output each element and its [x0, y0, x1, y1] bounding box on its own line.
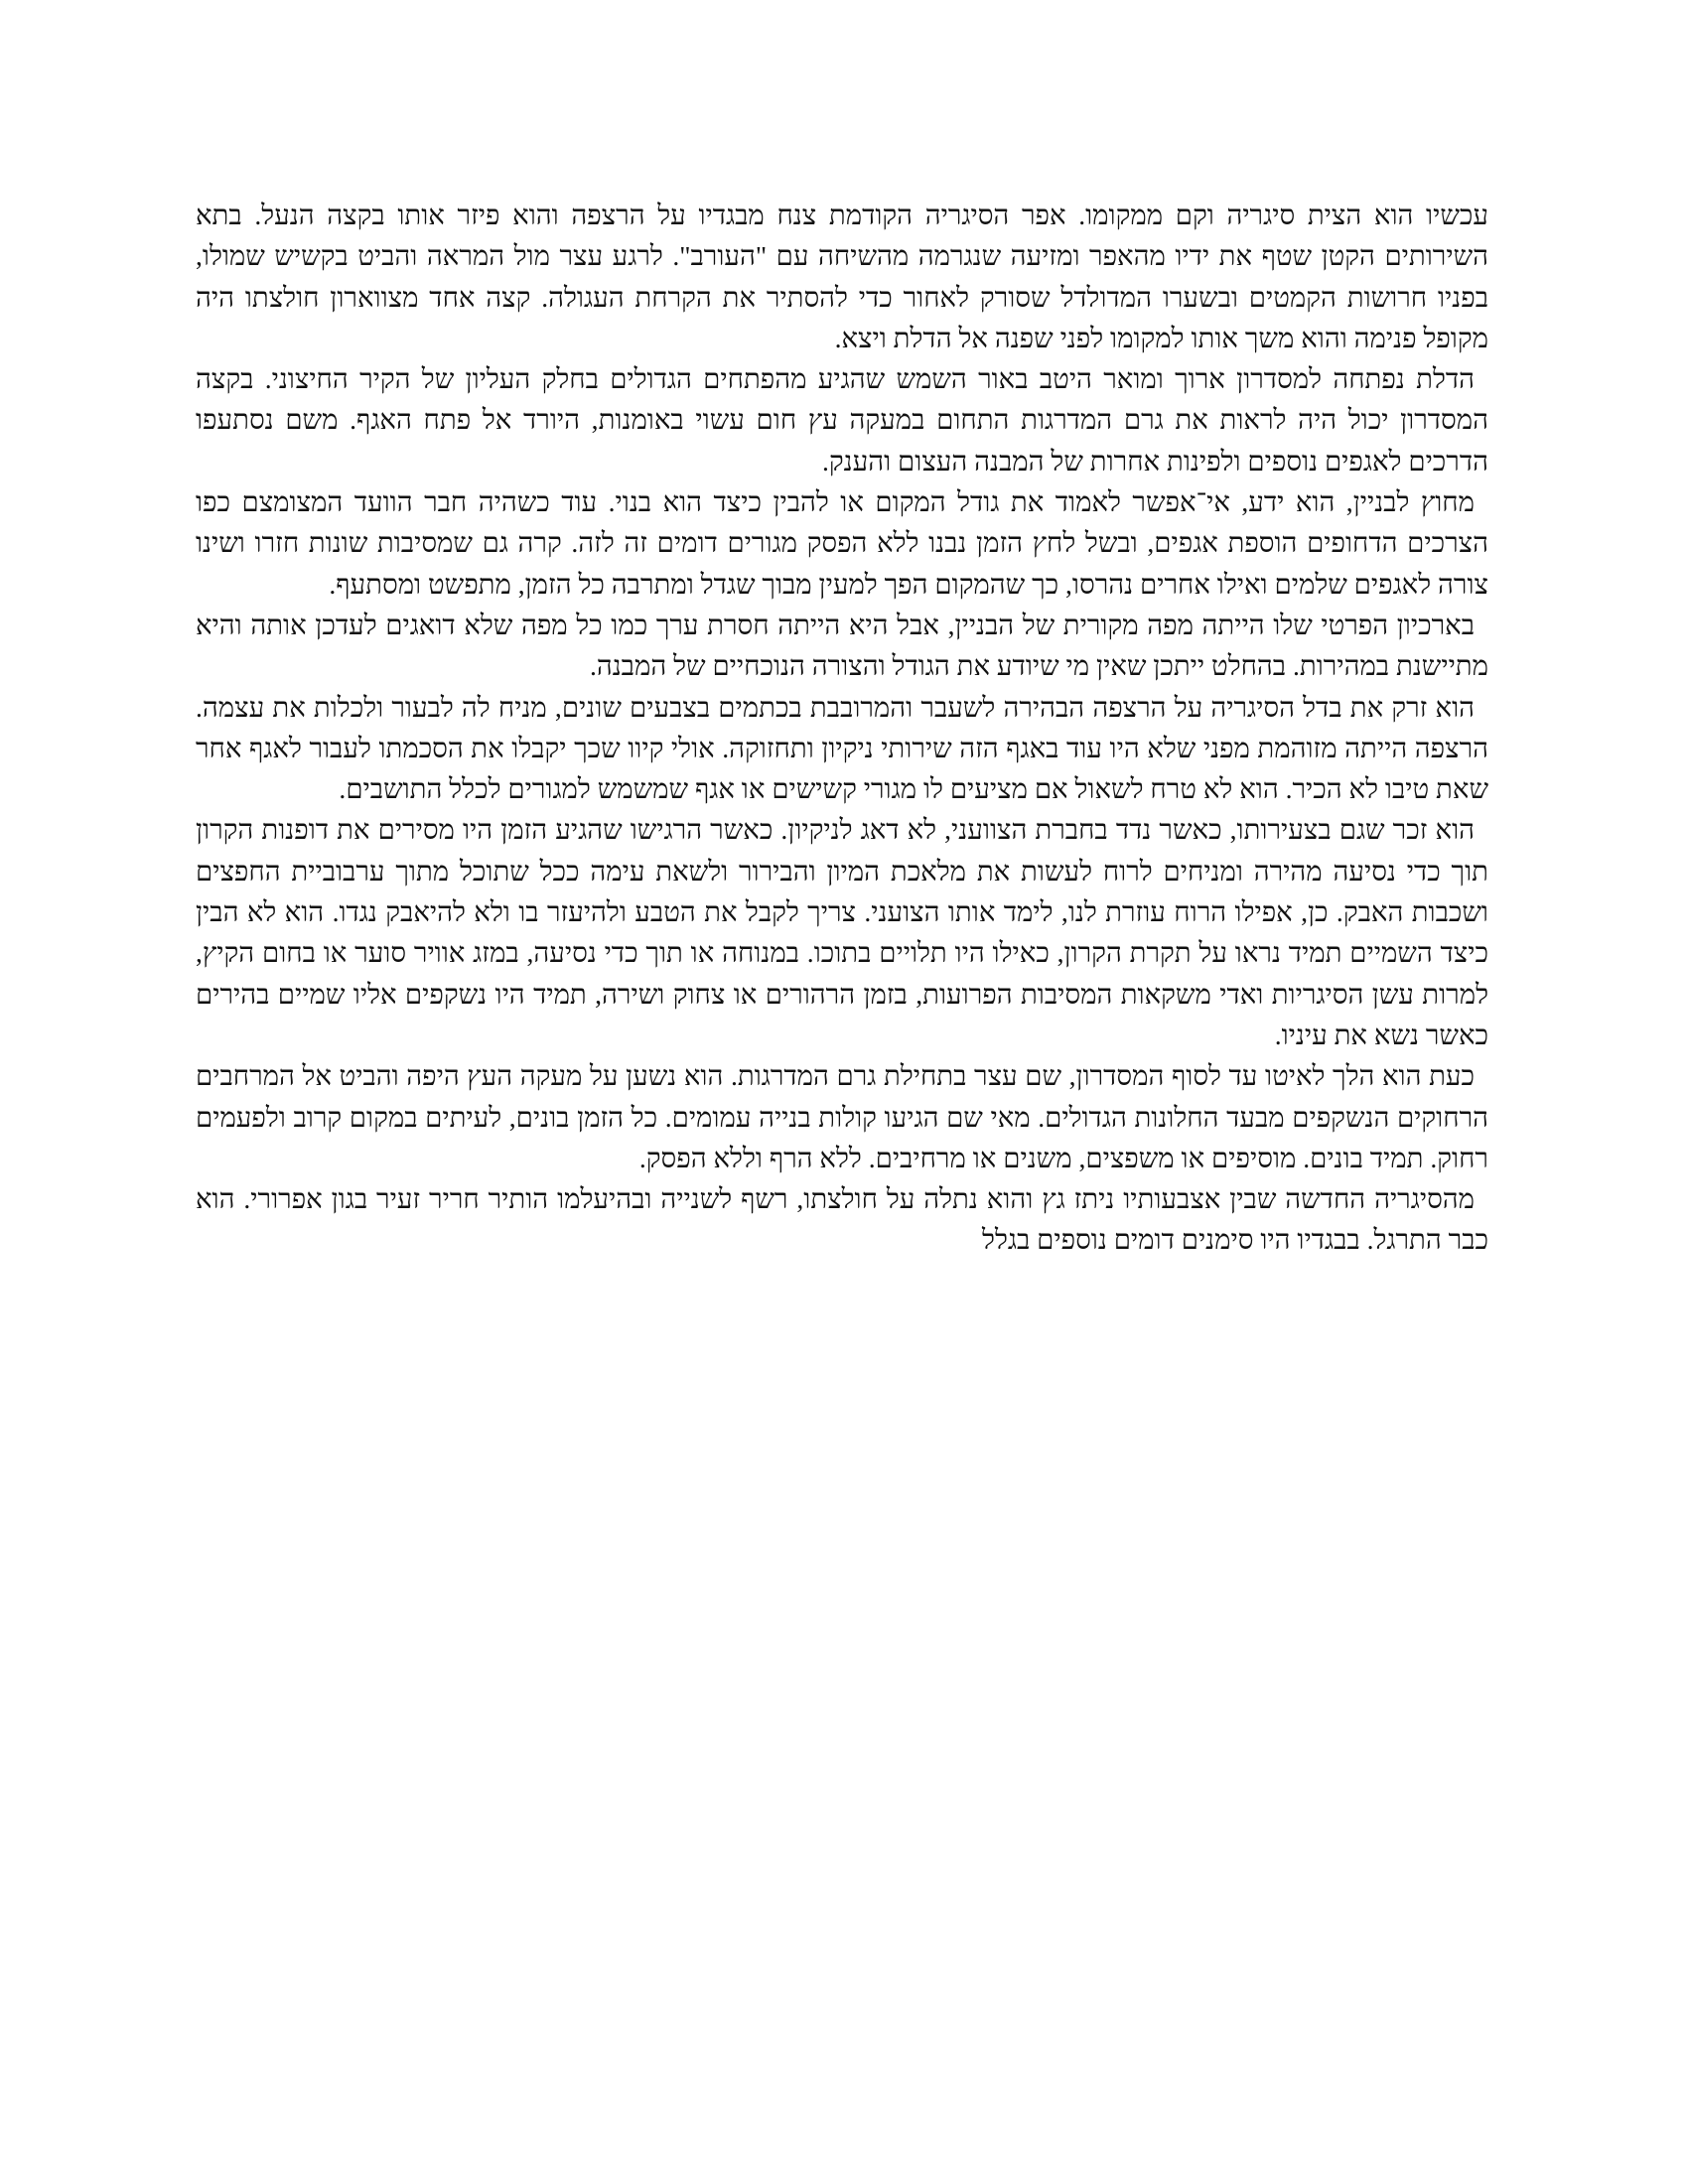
body-text [196, 195, 1488, 1261]
paragraph: עכשיו הוא הצית סיגריה וקם ממקומו. אפר הסיגריה הקודמת צנח מבגדיו על הרצפה והוא פיזר אותו בקצה הנעל. בתא השירותים הקטן שטף את ידיו מהאפר ומזיעה שנגרמה מהשיחה עם "העורב". לרגע עצר מול המראה והביט בקשיש שמולו, בפניו חרושות הקמטים ובשערו המדולדל שסורק לאחור כדי להסתיר את הקרחת העגולה. קצה אחד מצווארון חולצתו היה מקופל פנימה והוא משך אותו למקומו לפני שפנה אל הדלת ויצא. [196, 200, 1488, 353]
paragraph: בארכיון הפרטי שלו הייתה מפה מקורית של הבניין, אבל היא הייתה חסרת ערך כמו כל מפה שלא דואגים לעדכן אותה והיא מתיישנת במהירות. בהחלט ייתכן שאין מי שיודע את הגודל והצורה הנוכחיים של המבנה. [196, 609, 1488, 682]
paragraph: הוא זרק את בדל הסיגריה על הרצפה הבהירה לשעבר והמרובבת בכתמים בצבעים שונים, מניח לה לבעור ולכלות את עצמה. הרצפה הייתה מזוהמת מפני שלא היו עוד באגף הזה שירותי ניקיון ותחזוקה. אולי קיוו שכך יקבלו את הסכמתו לעבור לאגף אחר שאת טיבו לא הכיר. הוא לא טרח לשאול אם מציעים לו מגורי קשישים או אגף שמשמש למגורים לכלל התושבים. [196, 691, 1488, 805]
paragraph: כעת הוא הלך לאיטו עד לסוף המסדרון, שם עצר בתחילת גרם המדרגות. הוא נשען על מעקה העץ היפה והביט אל המרחבים הרחוקים הנשקפים מבעד החלונות הגדולים. מאי שם הגיעו קולות בנייה עמומים. כל הזמן בונים, לעיתים במקום קרוב ולפעמים רחוק. תמיד בונים. מוסיפים או משפצים, משנים או מרחיבים. ללא הרף וללא הפסק. [196, 1060, 1488, 1173]
paragraph: מהסיגריה החדשה שבין אצבעותיו ניתז גץ והוא נתלה על חולצתו, רשף לשנייה ובהיעלמו הותיר חריר זעיר בגון אפרורי. הוא כבר התרגל. בבגדיו היו סימנים דומים נוספים בגלל [196, 1183, 1488, 1256]
paragraph: מחוץ לבניין, הוא ידע, אי־אפשר לאמוד את גודל המקום או להבין כיצד הוא בנוי. עוד כשהיה חבר הוועד המצומצם כפו הצרכים הדחופים הוספת אגפים, ובשל לחץ הזמן נבנו ללא הפסק מגורים דומים זה לזה. קרה גם שמסיבות שונות חזרו ושינו צורה לאגפים שלמים ואילו אחרים נהרסו, כך שהמקום הפך למעין מבוך שגדל ומתרבה כל הזמן, מתפשט ומסתעף. [196, 486, 1488, 600]
paragraph: הוא זכר שגם בצעירותו, כאשר נדד בחברת הצוועני, לא דאג לניקיון. כאשר הרגישו שהגיע הזמן היו מסירים את דופנות הקרון תוך כדי נסיעה מהירה ומניחים לרוח לעשות את מלאכת המיון והבירור ולשאת עימה ככל שתוכל מתוך ערבוביית החפצים ושכבות האבק. כן, אפילו הרוח עוזרת לנו, לימד אותו הצועני. צריך לקבל את הטבע ולהיעזר בו ולא להיאבק נגדו. הוא לא הבין כיצד השמיים תמיד נראו על תקרת הקרון, כאילו היו תלויים בתוכו. במנוחה או תוך כדי נסיעה, במזג אוויר סוער או בחום הקיץ, למרות עשן הסיגריות ואדי משקאות המסיבות הפרועות, בזמן הרהורים או צחוק ושירה, תמיד היו נשקפים אליו שמיים בהירים כאשר נשא את עיניו. [196, 814, 1488, 1050]
paragraph: הדלת נפתחה למסדרון ארוך ומואר היטב באור השמש שהגיע מהפתחים הגדולים בחלק העליון של הקיר החיצוני. בקצה המסדרון יכול היה לראות את גרם המדרגות התחום במעקה עץ חום עשוי באומנות, היורד אל פתח האגף. משם נסתעפו הדרכים לאגפים נוספים ולפינות אחרות של המבנה העצום והענק. [196, 363, 1488, 477]
